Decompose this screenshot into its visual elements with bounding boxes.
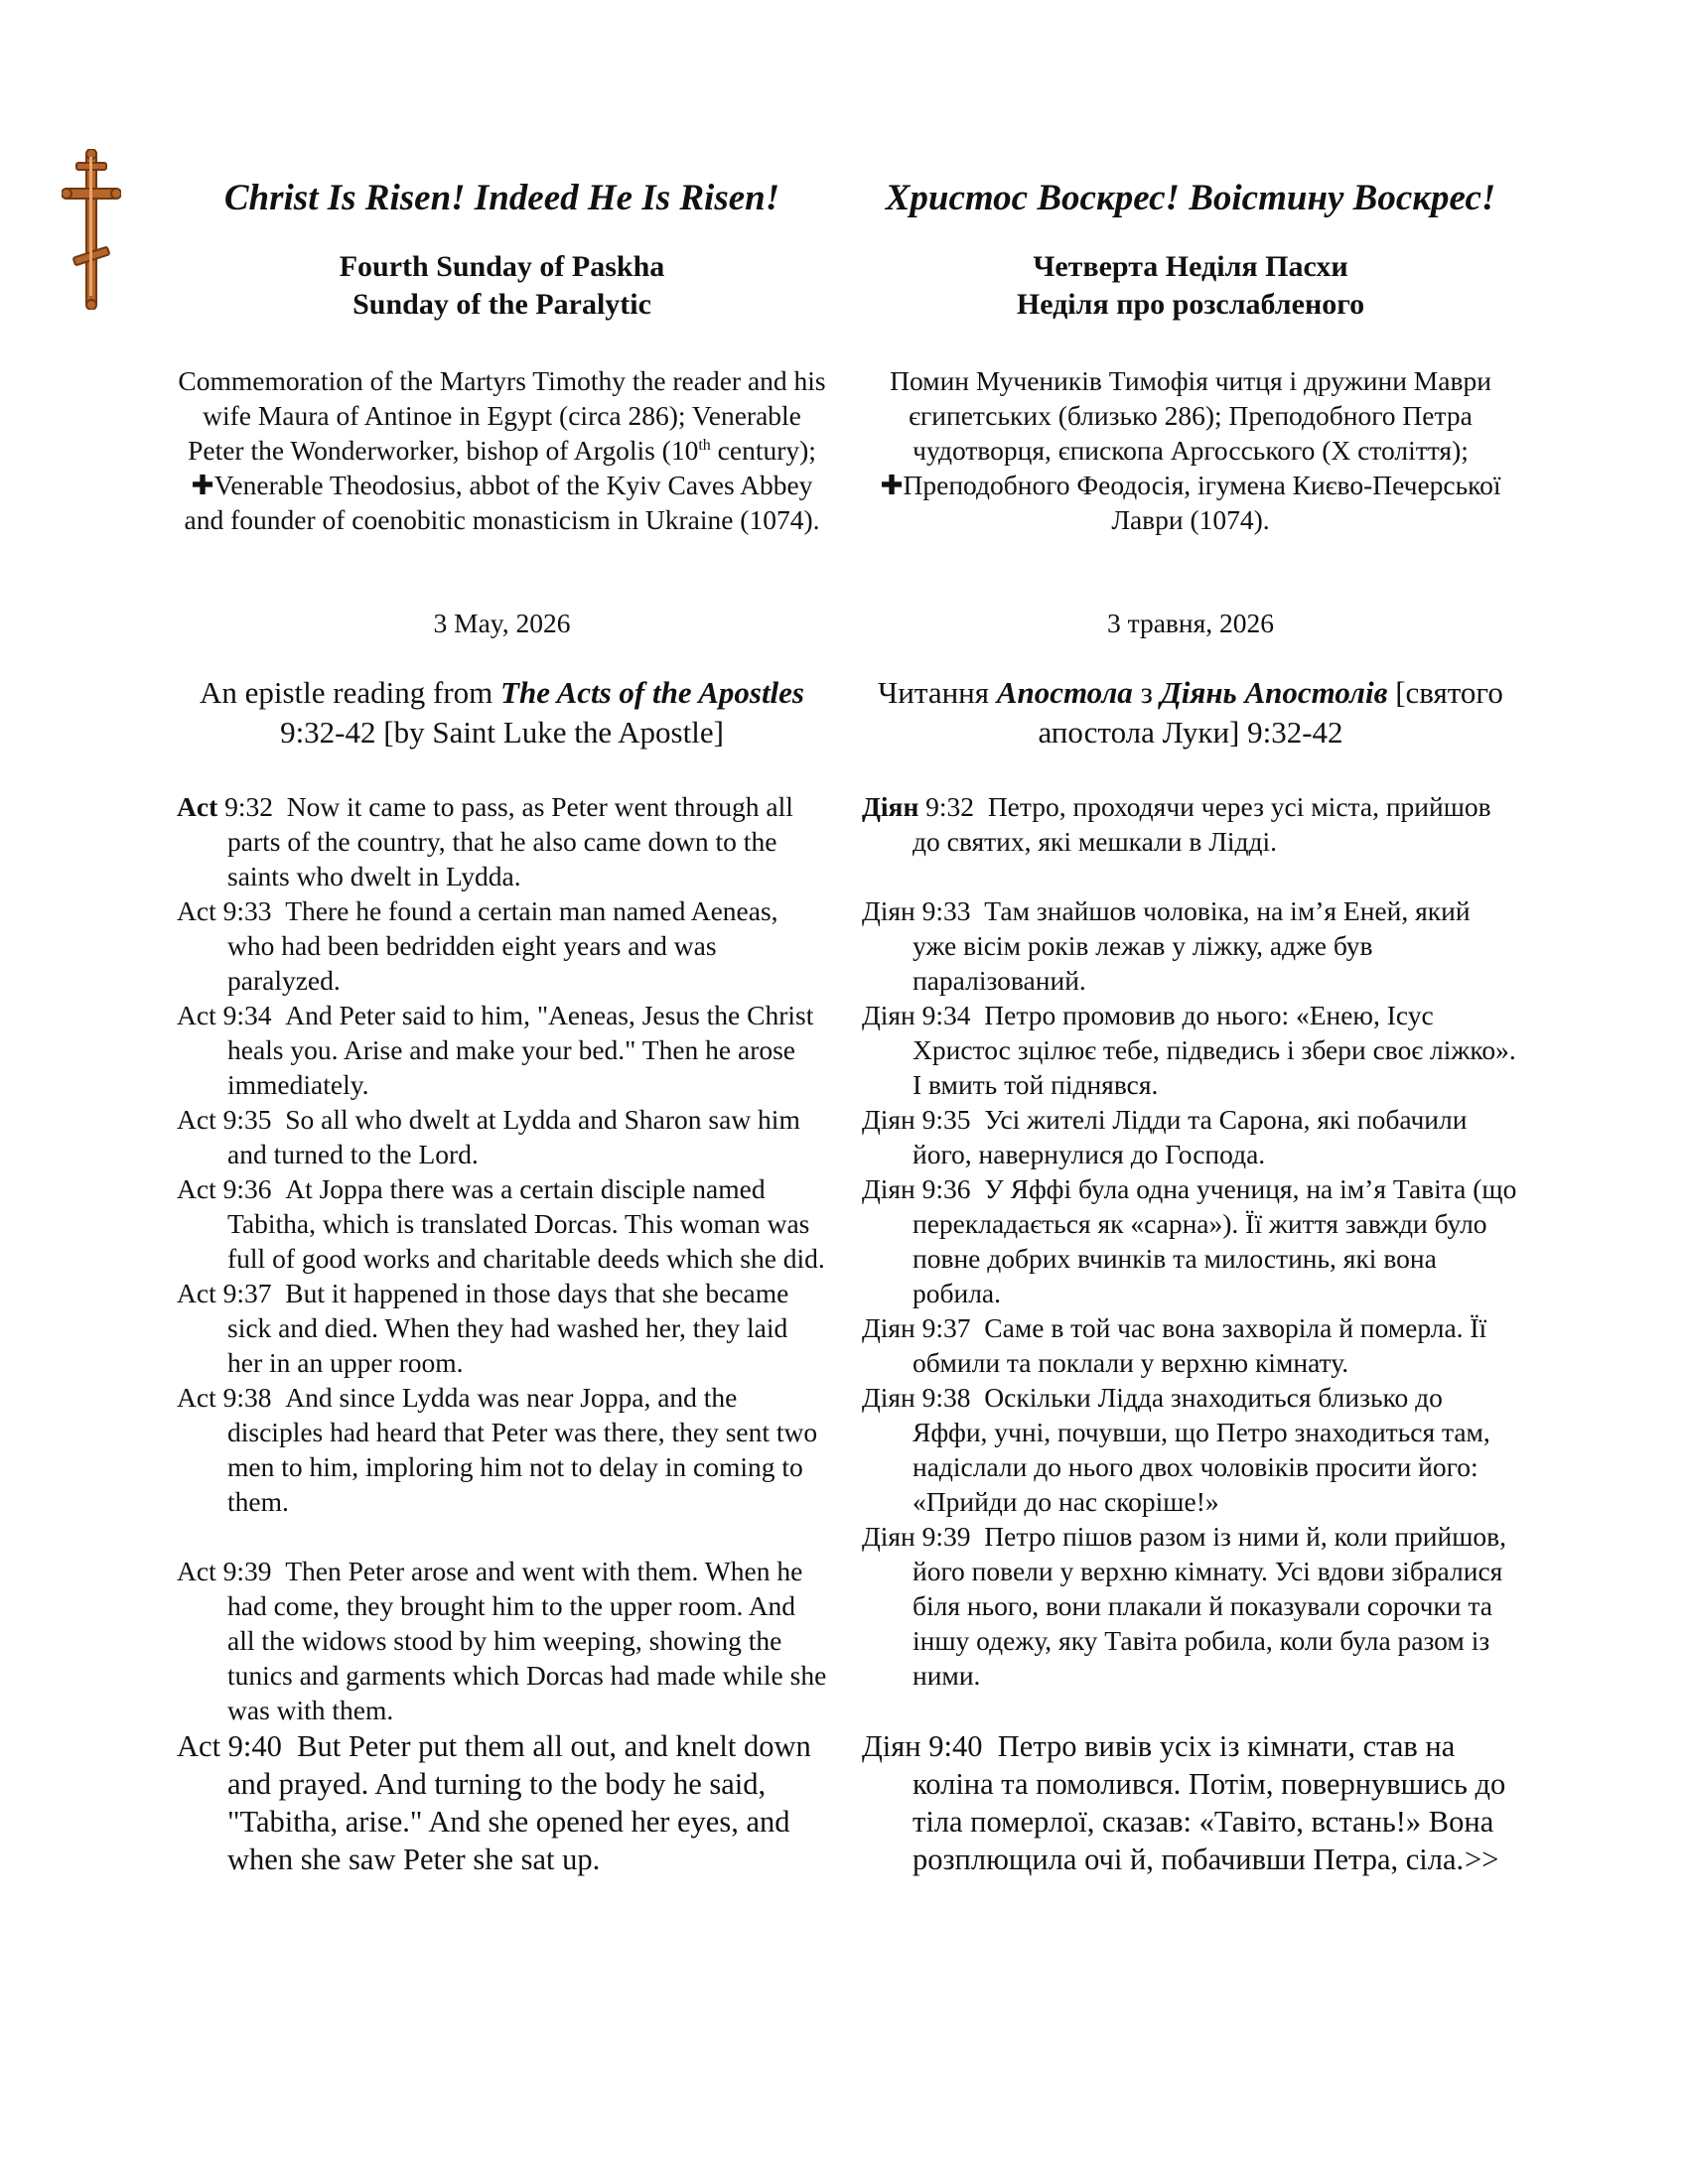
verse-en-37: Act 9:37 But it happened in those days that she became sick and died. When they had washed her, they laid her in an upper room. [177,1278,789,1378]
verse-en-38: Act 9:38 And since Lydda was near Joppa, and the disciples had heard that Peter was there, they sent two men to him, imploring him not to delay in coming to them. [177,1382,818,1517]
english-sunday-line1: Fourth Sunday of Paskha [339,250,665,283]
ukrainian-sunday-line1: Четверта Неділя Пасхи [1033,250,1348,283]
ukrainian-commemoration: Помин Мучеників Тимофія читця і дружини Маври єгипетських (близько 286); Преподобного Петра чудотворця, єпископа Аргосського (X століття); ✚Преподобного Феодосія, ігумена Києво-Печерської Лаври (1074). [880,365,1501,535]
english-date: 3 May, 2026 [433,608,571,638]
english-title: Christ Is Risen! Indeed He Is Risen! [223,178,780,218]
verse-uk-37: Діян 9:37 Саме в той час вона захворіла й померла. Її обмили та поклали у верхню кімнату. [862,1312,1487,1378]
verse-en-39: Act 9:39 Then Peter arose and went with them. When he had come, they brought him to the upper room. And all the widows stood by him weeping, showing the tunics and garments which Dorcas had made while she was with them. [177,1556,827,1725]
ukrainian-date: 3 травня, 2026 [1106,608,1275,638]
english-sunday-heading [177,248,827,324]
verse-uk-38: Діян 9:38 Оскільки Лідда знаходиться близько до Яффи, учні, почувши, що Петро знаходиться там, надіслали до нього двох чоловіків просити його: «Прийди до нас скоріше!» [862,1382,1490,1517]
english-verses [177,789,827,1878]
verse-en-35: Act 9:35 So all who dwelt at Lydda and Sharon saw him and turned to the Lord. [177,1104,800,1169]
verse-en-33: Act 9:33 There he found a certain man named Aeneas, who had been bedridden eight years and was paralyzed. [177,895,778,996]
english-sunday-line2: Sunday of the Paralytic [352,288,651,321]
verse-uk-35: Діян 9:35 Усі жителі Лідди та Сарона, які побачили його, навернулися до Господа. [862,1104,1468,1169]
ukrainian-sunday-heading [862,248,1519,324]
verse-uk-33: Діян 9:33 Там знайшов чоловіка, на ім’я Еней, який уже вісім років лежав у ліжку, адже був паралізований. [862,895,1471,996]
ukrainian-verses [862,789,1519,1878]
english-epistle-heading: An epistle reading from The Acts of the Apostles 9:32-42 [by Saint Luke the Apostle] [199,675,804,750]
english-commemoration: Commemoration of the Martyrs Timothy the reader and his wife Maura of Antinoe in Egypt (circa 286); Venerable Peter the Wonderworker, bishop of Argolis (10th century); ✚Venerable Theodosius, abbot of the Kyiv Caves Abbey and founder of coenobitic monasticism in Ukraine (1074). [178,365,826,535]
orthodox-cross-icon [62,149,121,310]
cross-symbol-icon: ✚ [191,470,214,500]
verse-uk-36: Діян 9:36 У Яффі була одна учениця, на ім’я Тавіта (що перекладається як «сарна»). Її життя завжди було повне добрих вчинків та милостинь, які вона робила. [862,1173,1517,1308]
verse-uk-32: Діян 9:32 Петро, проходячи через усі міста, прийшов до святих, які мешкали в Лідді. [862,791,1491,857]
verse-uk-39: Діян 9:39 Петро пішов разом із ними й, коли прийшов, його повели у верхню кімнату. Усі вдови зібралися біля нього, вони плакали й показували сорочки та іншу одежу, яку Тавіта робила, коли була разом із ними. [862,1521,1507,1691]
verse-en-34: Act 9:34 And Peter said to him, "Aeneas, Jesus the Christ heals you. Arise and make your bed." Then he arose immediately. [177,1000,814,1100]
ukrainian-epistle-heading: Читання Апостола з Діянь Апостолів [святого апостола Луки] 9:32-42 [878,675,1503,750]
verse-uk-40: Діян 9:40 Петро вивів усіх із кімнати, став на коліна та помолився. Потім, повернувшись до тіла померлої, сказав: «Тавіто, встань!» Вона розплющила очі й, побачивши Петра, сіла. >> [862,1729,1506,1876]
verse-en-36: Act 9:36 At Joppa there was a certain disciple named Tabitha, which is translated Dorcas. This woman was full of good works and charitable deeds which she did. [177,1173,825,1274]
ukrainian-sunday-line2: Неділя про розслабленого [1016,288,1365,321]
verse-en-32: Act 9:32 Now it came to pass, as Peter went through all parts of the country, that he also came down to the saints who dwelt in Lydda. [177,791,793,891]
verse-uk-34: Діян 9:34 Петро промовив до нього: «Енею, Ісус Христос зцілює тебе, підведись і збери своє ліжко». І вмить той піднявся. [862,1000,1516,1100]
ukrainian-title: Христос Воскрес! Воістину Воскрес! [885,178,1496,218]
verse-en-40: Act 9:40 But Peter put them all out, and knelt down and prayed. And turning to the body he said, "Tabitha, arise." And she opened her eyes, and when she saw Peter she sat up. [177,1729,811,1876]
cross-symbol-icon: ✚ [880,470,904,500]
